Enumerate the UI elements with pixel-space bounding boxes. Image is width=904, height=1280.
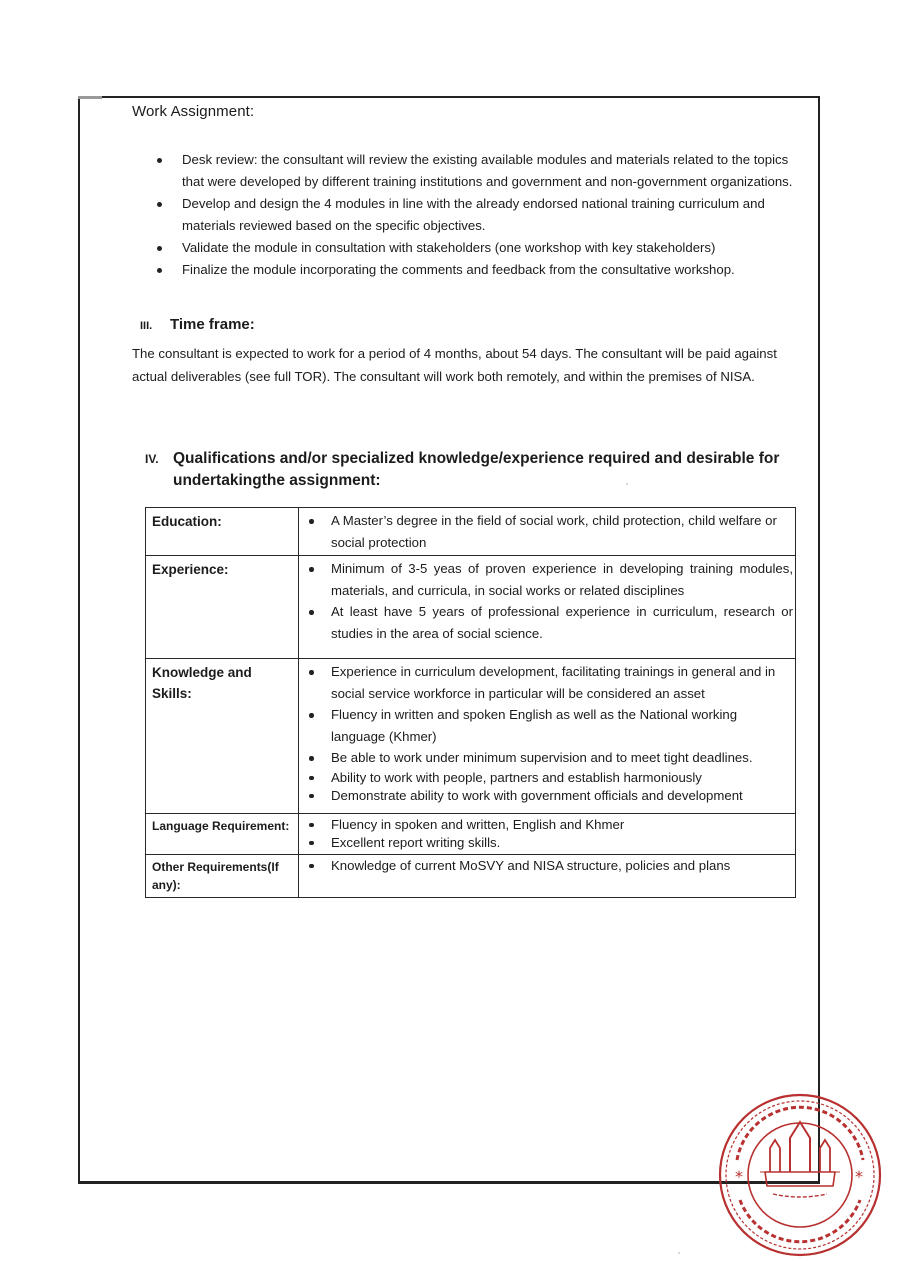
temple-tower-center: [790, 1122, 810, 1172]
requirement-item: Be able to work under minimum supervision and to meet tight deadlines.: [299, 747, 795, 769]
qualifications-table: [145, 507, 796, 898]
row-label: Knowledge and Skills:: [146, 659, 299, 814]
qualifications-heading: [145, 448, 805, 491]
requirement-item: Demonstrate ability to work with government officials and development: [299, 787, 795, 805]
row-content: [299, 854, 796, 897]
section-number: IV.: [145, 452, 159, 466]
requirement-item: Fluency in written and spoken English as well as the National working language (Khmer): [299, 704, 795, 747]
time-frame-paragraph: The consultant is expected to work for a period of 4 months, about 54 days. The consultant will be paid against actual deliverables (see full TOR). The consultant will work both remotely, and within the premises of NISA.: [132, 346, 777, 384]
work-assignment-item: Validate the module in consultation with stakeholders (one workshop with key stakeholders): [150, 237, 800, 259]
section-title-text: Qualifications and/or specialized knowledge/experience required and desirable for: [173, 450, 780, 467]
work-assignment-item: Develop and design the 4 modules in line with the already endorsed national training curriculum and materials reviewed based on the specific objectives.: [150, 193, 800, 237]
table-row-experience: [146, 556, 796, 659]
work-assignment-heading: Work Assignment:: [132, 103, 255, 120]
row-content: [299, 813, 796, 854]
requirement-item: At least have 5 years of professional experience in curriculum, research or studies in the area of social science.: [299, 601, 795, 644]
row-label: Education:: [146, 508, 299, 556]
row-label: Other Requirements(If any):: [146, 854, 299, 897]
official-seal-stamp: [715, 1090, 885, 1260]
temple-tower-left: [770, 1140, 780, 1172]
requirement-item: Minimum of 3-5 yeas of proven experience in developing training modules, materials, and curricula, in social works or related disciplines: [299, 558, 795, 601]
requirement-item: Ability to work with people, partners and establish harmoniously: [299, 769, 795, 787]
requirement-item: A Master’s degree in the field of social work, child protection, child welfare or social protection: [299, 510, 795, 553]
seal-inner-text: [773, 1194, 827, 1197]
row-label: Language Requirement:: [146, 813, 299, 854]
requirement-item: Fluency in spoken and written, English and Khmer: [299, 816, 795, 834]
work-assignment-item: Desk review: the consultant will review the existing available modules and materials related to the topics that were developed by different training institutions and government and non-government organizations.: [150, 149, 800, 193]
scan-speck: [678, 1252, 680, 1254]
row-content: [299, 508, 796, 556]
row-content: [299, 556, 796, 659]
seal-star-right: *: [855, 1167, 863, 1186]
time-frame-heading: [140, 316, 255, 333]
table-row-knowledge-skills: [146, 659, 796, 814]
row-label: Experience:: [146, 556, 299, 659]
scan-speck: [626, 483, 628, 485]
work-assignment-list: [150, 149, 800, 281]
requirement-item: Knowledge of current MoSVY and NISA structure, policies and plans: [299, 857, 795, 875]
section-number: III.: [140, 320, 153, 332]
requirement-item: Experience in curriculum development, facilitating trainings in general and in social service workforce in particular will be considered an asset: [299, 661, 795, 704]
temple-tower-right: [820, 1140, 830, 1172]
seal-star-left: *: [735, 1167, 743, 1186]
requirement-item: Excellent report writing skills.: [299, 834, 795, 852]
section-title-continuation: undertakingthe assignment:: [173, 472, 381, 489]
section-title-text: Time frame:: [170, 316, 255, 333]
table-row-other: [146, 854, 796, 897]
temple-base: [765, 1172, 835, 1186]
seal-icon: [715, 1090, 885, 1260]
seal-inner-ring: [748, 1123, 852, 1227]
table-row-language: [146, 813, 796, 854]
row-content: [299, 659, 796, 814]
frame-corner-mark: [78, 96, 102, 99]
table-row-education: [146, 508, 796, 556]
work-assignment-item: Finalize the module incorporating the comments and feedback from the consultative workshop.: [150, 259, 800, 281]
